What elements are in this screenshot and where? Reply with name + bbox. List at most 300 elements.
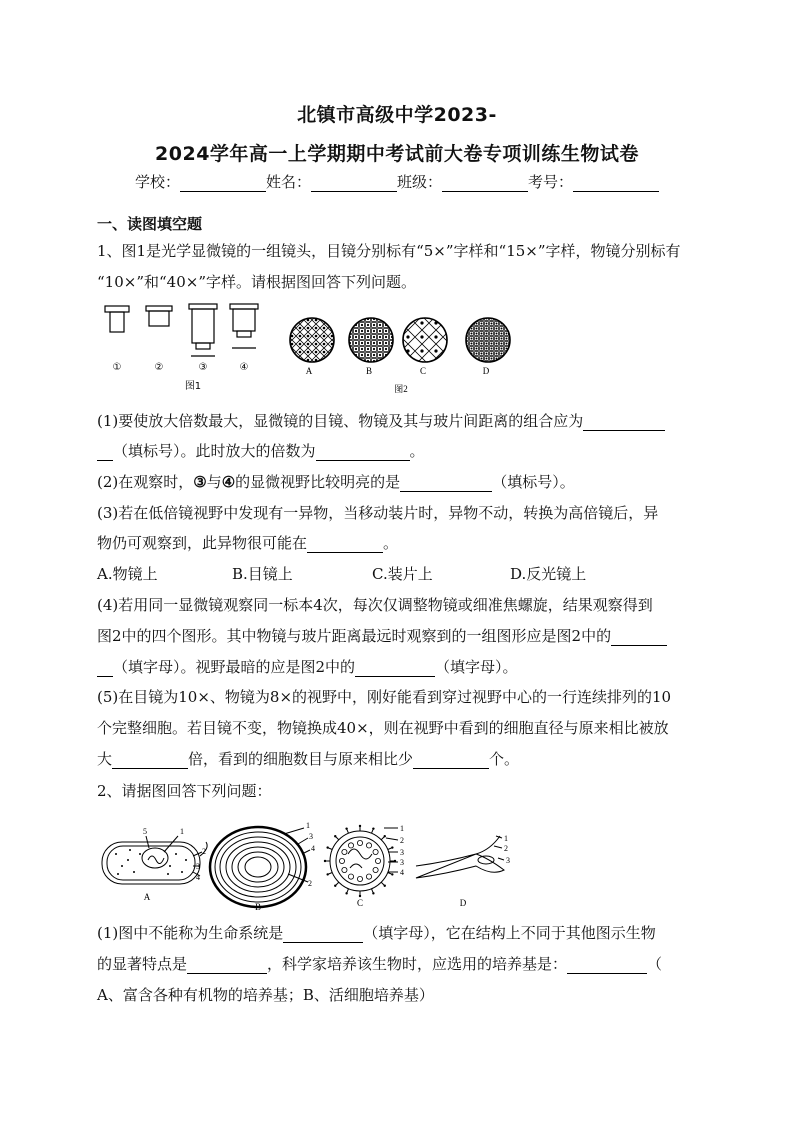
q1-part1-blank-a-cont[interactable] <box>97 444 113 461</box>
cell-shape <box>355 330 357 332</box>
cell-shape <box>323 343 326 346</box>
cell-shape <box>307 351 310 354</box>
cell-shape <box>466 318 468 320</box>
part-number: 1 <box>504 834 508 843</box>
cell-shape <box>470 357 474 361</box>
capsomere <box>342 849 347 854</box>
cell-shape <box>385 342 387 344</box>
q2-part1-blank-a[interactable] <box>283 926 363 943</box>
part-number: 4 <box>400 868 404 877</box>
fig1-label-4: ④ <box>239 362 249 373</box>
q1-part4-line3 <box>97 656 518 677</box>
cell-shape <box>496 343 498 345</box>
cell-shape <box>496 333 498 335</box>
cell-a-granules <box>115 849 187 875</box>
cell-shape <box>390 359 395 364</box>
fig1-label-2: ② <box>154 362 164 373</box>
q1-part4-blank-a[interactable] <box>611 629 667 646</box>
cell-shape <box>505 357 509 361</box>
q2-part1-line3: A、富含各种有机物的培养基；B、活细胞培养基） <box>97 986 434 1004</box>
field-view-a <box>288 316 336 364</box>
cell-shape <box>476 363 478 365</box>
granule <box>129 849 131 851</box>
cell-shape <box>434 363 437 366</box>
cell-shape <box>491 333 493 335</box>
q2-part1-text4: ，科学家培养该生物时，应选用的培养基是： <box>267 955 568 973</box>
granule <box>115 853 117 855</box>
option-d[interactable]: D.反光镜上 <box>510 565 587 583</box>
capsomere <box>357 840 362 845</box>
cell-shape <box>481 343 483 345</box>
fig1-caption: 图1 <box>184 381 202 392</box>
cell-shape <box>476 338 478 340</box>
granule <box>139 853 141 855</box>
cell-shape <box>500 317 504 321</box>
cell-shape <box>349 354 351 356</box>
cell-shape <box>355 336 357 338</box>
q1-part1-text2: （填标号）。此时放大的倍数为 <box>113 442 316 460</box>
cell-shape <box>471 328 473 330</box>
part-number: 4 <box>311 844 315 853</box>
part-number: 1 <box>180 827 184 836</box>
lens-4-ref: ④ <box>221 473 236 491</box>
cell-shape <box>486 353 488 355</box>
organism-label-d: D <box>459 898 467 908</box>
cell-shape <box>501 343 503 345</box>
cell-shape <box>367 330 369 332</box>
granule <box>127 859 129 861</box>
organism-label-c: C <box>356 898 364 908</box>
cell-shape <box>511 363 513 365</box>
cell-shape <box>511 318 513 320</box>
cell-shape <box>385 330 387 332</box>
cell-shape <box>505 317 509 321</box>
cell-shape <box>443 316 457 330</box>
part-number: 1 <box>306 821 310 830</box>
cell-shape <box>331 319 334 322</box>
cell-shape <box>429 358 443 372</box>
cell-shape <box>486 358 488 360</box>
cell-shape <box>361 336 363 338</box>
q1-part5-end: 个。 <box>489 750 520 768</box>
spike-tip <box>391 846 393 848</box>
cell-shape <box>323 351 326 354</box>
fig1-label-3: ③ <box>198 362 208 373</box>
cell-shape <box>385 336 387 338</box>
cell-shape <box>348 323 353 328</box>
fig1-label-1: ① <box>112 362 122 373</box>
q1-part2-text-d: （填标号）。 <box>492 473 575 491</box>
granule <box>175 853 177 855</box>
option-a[interactable]: A.物镜上 <box>97 565 158 583</box>
cell-shape <box>465 322 469 326</box>
cell-shape <box>307 343 310 346</box>
cell-shape <box>476 323 478 325</box>
cell-shape <box>486 323 488 325</box>
number-blank[interactable] <box>573 175 659 192</box>
cell-shape <box>496 348 498 350</box>
spike-tip <box>359 895 361 897</box>
cell-shape <box>481 333 483 335</box>
cell-shape <box>511 323 513 325</box>
capsomere <box>342 867 347 872</box>
eyepiece-lens-1 <box>105 306 129 332</box>
cell-shape <box>505 362 509 366</box>
cell-shape <box>481 328 483 330</box>
cell-shape <box>401 358 415 372</box>
cell-shape <box>466 363 468 365</box>
section-title: 一、读图填空题 <box>97 215 203 233</box>
fig2-caption: 图2 <box>394 384 408 394</box>
cell-shape <box>510 362 514 366</box>
objective-lens-3 <box>189 304 217 356</box>
fig2-label-a: A <box>305 366 313 376</box>
cell-shape <box>299 343 302 346</box>
cell-shape <box>299 351 302 354</box>
cell-shape <box>510 322 514 326</box>
q1-part3-line1: (3)若在低倍镜视野中发现有一异物，当移动装片时，异物不动，转换为高倍镜后，异 <box>97 504 659 522</box>
cell-shape <box>307 335 310 338</box>
cell-shape <box>299 335 302 338</box>
cell-shape <box>354 317 359 322</box>
cell-shape <box>465 357 469 361</box>
cell-shape <box>448 335 451 338</box>
cell-shape <box>506 318 508 320</box>
q1-part4-blank-b[interactable] <box>355 660 435 677</box>
capsomere <box>373 867 378 872</box>
granule <box>185 859 187 861</box>
spike-tip <box>326 873 328 875</box>
cell-shape <box>390 323 395 328</box>
cell-shape <box>506 343 508 345</box>
cell-shape <box>355 342 357 344</box>
cell-shape <box>496 338 498 340</box>
cell-shape <box>288 316 296 324</box>
cell-shape <box>331 359 334 362</box>
cell-shape <box>384 359 389 364</box>
cell-shape <box>373 354 375 356</box>
q1-part4-blank-a-cont[interactable] <box>97 660 113 677</box>
cell-shape <box>501 348 503 350</box>
cell-shape <box>420 349 423 352</box>
school-blank[interactable] <box>180 175 266 192</box>
cell-shape <box>349 360 351 362</box>
capsomere <box>375 858 380 863</box>
spike-tip <box>359 825 361 827</box>
q1-part2-text-b: 与 <box>206 473 222 491</box>
spike-tip <box>372 827 374 829</box>
cell-shape <box>506 363 508 365</box>
virus-c-spikes <box>324 825 396 897</box>
cell-shape <box>496 328 498 330</box>
q1-part5-blank-b[interactable] <box>413 752 489 769</box>
cell-shape <box>506 358 508 360</box>
cell-shape <box>471 338 473 340</box>
q1-part2-text-a: (2)在观察时， <box>97 473 194 491</box>
cell-shape <box>501 338 503 340</box>
cell-shape <box>349 324 351 326</box>
part-number: 3 <box>400 848 404 857</box>
cell-shape <box>448 321 451 324</box>
cell-shape <box>355 318 357 320</box>
cell-shape <box>367 336 369 338</box>
cell-shape <box>495 362 499 366</box>
cell-shape <box>476 333 478 335</box>
spike-tip <box>326 846 328 848</box>
part-number: 3 <box>196 862 200 871</box>
cell-shape <box>299 327 302 330</box>
q1-part5-line2: 个完整细胞。若目镜不变，物镜换成40×，则在视野中看到的细胞直径与原来相比被放 <box>97 719 669 737</box>
cell-shape <box>510 347 514 351</box>
figure-organisms <box>98 814 518 914</box>
cell-shape <box>323 335 326 338</box>
eyepiece-lens-2 <box>146 306 172 326</box>
spike-tip <box>384 885 386 887</box>
cell-shape <box>328 316 336 324</box>
cell-shape <box>448 363 451 366</box>
number-label: 考号： <box>528 173 574 191</box>
cell-shape <box>496 353 498 355</box>
cell-shape <box>379 324 381 326</box>
class-blank[interactable] <box>442 175 528 192</box>
cell-shape <box>391 324 393 326</box>
part-number: 2 <box>504 844 508 853</box>
capsomere <box>348 874 353 879</box>
cell-shape <box>315 343 318 346</box>
organism-part-numbers <box>143 821 510 888</box>
cell-shape <box>373 348 375 350</box>
fig2-label-b: B <box>365 366 373 376</box>
cell-shape <box>443 344 457 358</box>
cell-shape <box>379 348 381 350</box>
cell-shape <box>476 343 478 345</box>
figure-2-fields <box>285 312 525 396</box>
cell-shape <box>511 333 513 335</box>
cell-shape <box>361 330 363 332</box>
cell-shape <box>443 358 457 372</box>
student-info-line <box>0 171 794 192</box>
cell-shape <box>471 333 473 335</box>
cell-shape <box>466 323 468 325</box>
cell-shape <box>481 353 483 355</box>
cell-shape <box>291 319 294 322</box>
cell-shape <box>385 360 387 362</box>
q1-part2-text-c: 的显微视野比较明亮的是 <box>235 473 401 491</box>
cell-shape <box>470 317 474 321</box>
cell-shape <box>481 358 483 360</box>
q1-part3-line2 <box>97 532 398 553</box>
granule <box>133 871 135 873</box>
cell-shape <box>466 358 468 360</box>
cell-shape <box>500 362 504 366</box>
q1-part1-line1 <box>97 410 665 431</box>
spike-tip <box>394 860 396 862</box>
cell-shape <box>471 358 473 360</box>
cell-shape <box>491 353 493 355</box>
cell-shape <box>510 327 514 331</box>
cell-shape <box>323 327 326 330</box>
cell-shape <box>501 353 503 355</box>
granule <box>167 873 169 875</box>
cell-shape <box>486 343 488 345</box>
cell-shape <box>491 348 493 350</box>
q2-part1-blank-c[interactable] <box>567 957 647 974</box>
q1-part4-text: 图2中的四个图形。其中物镜与玻片距离最远时观察到的一组图形应是图2中的 <box>97 627 612 645</box>
cell-shape <box>401 316 415 330</box>
q1-part1-end: 。 <box>409 442 425 460</box>
cell-shape <box>465 362 469 366</box>
cell-d-drawing <box>416 836 504 878</box>
cell-shape <box>367 342 369 344</box>
cell-shape <box>448 349 451 352</box>
cell-shape <box>307 327 310 330</box>
q2-part1-text2: （填字母），它在结构上不同于其他图示生物 <box>363 924 656 942</box>
cell-shape <box>470 362 474 366</box>
exam-title-line1: 北镇市高级中学2023- <box>297 104 497 126</box>
q1-part3-blank[interactable] <box>307 536 383 553</box>
cell-shape <box>348 353 353 358</box>
part-number: 1 <box>400 824 404 833</box>
q2-part1-text: (1)图中不能称为生命系统是 <box>97 924 284 942</box>
q1-part1-blank-a[interactable] <box>583 414 665 431</box>
capsomere <box>366 874 371 879</box>
cell-shape <box>390 317 395 322</box>
option-b[interactable]: B.目镜上 <box>232 565 293 583</box>
cell-shape <box>491 328 493 330</box>
cell-shape <box>511 348 513 350</box>
cell-shape <box>361 324 363 326</box>
q1-part3-text: 物仍可观察到，此异物很可能在 <box>97 534 308 552</box>
granule <box>117 873 119 875</box>
capsomere <box>339 858 344 863</box>
spike-tip <box>324 860 326 862</box>
granule <box>169 865 171 867</box>
cell-shape <box>379 354 381 356</box>
cell-shape <box>486 338 488 340</box>
cell-shape <box>481 363 483 365</box>
cell-shape <box>349 318 351 320</box>
q1-part2-blank[interactable] <box>400 475 492 492</box>
cell-shape <box>471 343 473 345</box>
part-number: 2 <box>308 879 312 888</box>
cell-shape <box>475 362 479 366</box>
option-c[interactable]: C.装片上 <box>372 565 433 583</box>
q2-part1-paren: （ <box>647 955 663 973</box>
cell-shape <box>291 359 294 362</box>
exam-title-line2: 2024学年高一上学期期中考试前大卷专项训练生物试卷 <box>155 143 639 165</box>
q1-part2-line <box>97 471 575 492</box>
part-number: 5 <box>143 827 147 836</box>
cell-shape <box>379 330 381 332</box>
cell-shape <box>361 348 363 350</box>
cell-shape <box>476 318 478 320</box>
part-number: 2 <box>400 836 404 845</box>
cell-shape <box>434 335 437 338</box>
cell-shape <box>476 328 478 330</box>
spike-tip <box>372 892 374 894</box>
cell-shape <box>367 324 369 326</box>
cell-shape <box>481 323 483 325</box>
cell-shape <box>491 338 493 340</box>
cell-shape <box>379 336 381 338</box>
cell-shape <box>465 317 469 321</box>
q1-part5-blank-a[interactable] <box>112 752 188 769</box>
cell-shape <box>348 359 353 364</box>
cell-shape <box>511 328 513 330</box>
cell-shape <box>476 353 478 355</box>
cell-shape <box>315 351 318 354</box>
cell-shape <box>367 354 369 356</box>
q1-stem-line1: 1、图1是光学显微镜的一组镜头，目镜分别标有“5×”字样和“15×”字样，物镜分别标有 <box>97 242 681 260</box>
cell-shape <box>379 342 381 344</box>
part-number: 3 <box>400 858 404 867</box>
granule <box>181 871 183 873</box>
q1-part5-text-a: 大 <box>97 750 113 768</box>
class-label: 班级： <box>397 173 443 191</box>
capsomere <box>357 876 362 881</box>
cell-shape <box>506 333 508 335</box>
cell-shape <box>355 360 357 362</box>
cell-shape <box>391 354 393 356</box>
cell-shape <box>511 353 513 355</box>
cell-shape <box>510 317 514 321</box>
cell-shape <box>506 338 508 340</box>
cell-shape <box>471 363 473 365</box>
cell-shape <box>466 328 468 330</box>
school-label: 学校： <box>134 173 180 191</box>
cell-shape <box>373 342 375 344</box>
organism-label-b: B <box>254 902 262 912</box>
cell-shape <box>501 333 503 335</box>
cell-shape <box>510 357 514 361</box>
q1-part1-blank-b[interactable] <box>316 444 410 461</box>
q1-part4-end: （填字母）。 <box>435 658 518 676</box>
cell-shape <box>486 363 488 365</box>
capsomere <box>366 843 371 848</box>
cell-shape <box>511 343 513 345</box>
q2-part1-line1 <box>97 922 656 943</box>
granule <box>121 865 123 867</box>
q1-part4-line1: (4)若用同一显微镜观察同一标本4次，每次仅调整物镜或细准焦螺旋，结果观察得到 <box>97 596 653 614</box>
cell-shape <box>496 363 498 365</box>
cell-shape <box>355 348 357 350</box>
cell-shape <box>367 348 369 350</box>
cell-shape <box>348 317 353 322</box>
cell-shape <box>481 338 483 340</box>
name-blank[interactable] <box>311 175 397 192</box>
fig2-label-d: D <box>482 366 490 376</box>
cell-shape <box>420 335 423 338</box>
cell-shape <box>481 348 483 350</box>
q1-stem-line2: “10×”和“40×”字样。请根据图回答下列问题。 <box>97 273 416 291</box>
capsomere <box>348 843 353 848</box>
q1-part5-text-b: 倍，看到的细胞数目与原来相比少 <box>188 750 414 768</box>
objective-lens-4 <box>230 304 258 348</box>
cell-shape <box>361 342 363 344</box>
part-number: 2 <box>202 847 206 856</box>
figure-1-lenses <box>100 300 270 392</box>
part-number: 3 <box>506 856 510 865</box>
q2-part1-blank-b[interactable] <box>187 957 267 974</box>
spike-tip <box>384 835 386 837</box>
cell-b-drawing <box>210 827 310 907</box>
cell-shape <box>491 323 493 325</box>
cell-shape <box>420 321 423 324</box>
fig2-label-c: C <box>419 366 427 376</box>
cell-shape <box>506 323 508 325</box>
cell-shape <box>328 356 336 364</box>
cell-shape <box>505 322 509 326</box>
